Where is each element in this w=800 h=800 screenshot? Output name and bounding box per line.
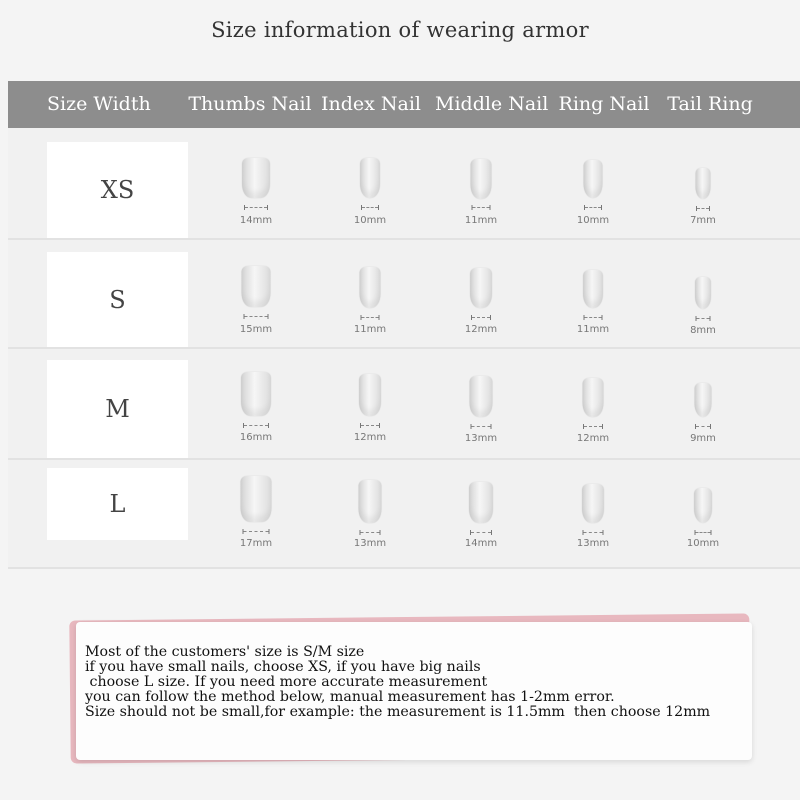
nail-measurement: 12mm bbox=[464, 324, 498, 335]
note-line: you can follow the method below, manual measurement has 1-2mm error. bbox=[85, 689, 615, 705]
nail-icon bbox=[694, 488, 712, 523]
nail-image-l-thumb bbox=[226, 476, 286, 556]
ruler-icon bbox=[360, 530, 381, 535]
nail-icon bbox=[360, 267, 381, 308]
nail-icon bbox=[695, 277, 711, 309]
nail-icon bbox=[470, 376, 493, 417]
nail-measurement: 12mm bbox=[353, 432, 387, 443]
nail-image-m-tail bbox=[673, 383, 733, 463]
ruler-icon bbox=[584, 315, 603, 320]
ruler-icon bbox=[695, 530, 712, 535]
size-label-m: M bbox=[47, 360, 188, 458]
nail-icon bbox=[583, 378, 604, 417]
nail-measurement: 14mm bbox=[239, 215, 273, 226]
nail-image-s-middle bbox=[451, 268, 511, 348]
nail-icon bbox=[359, 480, 382, 523]
ruler-icon bbox=[583, 530, 604, 535]
nail-measurement: 11mm bbox=[576, 324, 610, 335]
nail-image-xs-tail bbox=[673, 168, 733, 248]
ruler-icon bbox=[244, 314, 269, 319]
ruler-icon bbox=[244, 205, 268, 210]
ruler-icon bbox=[696, 316, 711, 321]
note-line: Size should not be small,for example: the measurement is 11.5mm then choose 12mm bbox=[85, 704, 711, 720]
ruler-icon bbox=[471, 315, 491, 320]
nail-measurement: 12mm bbox=[576, 433, 610, 444]
nail-image-m-index bbox=[340, 374, 400, 454]
nail-icon bbox=[469, 482, 493, 523]
nail-image-l-index bbox=[340, 480, 400, 560]
nail-measurement: 15mm bbox=[239, 324, 273, 335]
ruler-icon bbox=[470, 530, 492, 535]
nail-measurement: 10mm bbox=[686, 538, 720, 549]
nail-icon bbox=[583, 270, 603, 308]
ruler-icon bbox=[696, 206, 710, 211]
nail-measurement: 10mm bbox=[576, 215, 610, 226]
nail-image-l-middle bbox=[451, 482, 511, 562]
header-middle-nail: Middle Nail bbox=[435, 93, 549, 115]
page-title: Size information of wearing armor bbox=[211, 18, 589, 42]
nail-icon bbox=[242, 266, 271, 307]
nail-image-xs-ring bbox=[563, 160, 623, 240]
nail-measurement: 13mm bbox=[576, 538, 610, 549]
nail-image-s-thumb bbox=[226, 266, 286, 346]
note-line: if you have small nails, choose XS, if you have big nails bbox=[85, 659, 481, 675]
nail-icon bbox=[359, 374, 381, 416]
ruler-icon bbox=[695, 424, 711, 429]
ruler-icon bbox=[361, 315, 380, 320]
nail-image-l-tail bbox=[673, 488, 733, 568]
ruler-icon bbox=[243, 423, 269, 428]
nail-image-m-thumb bbox=[226, 372, 286, 452]
nail-image-m-ring bbox=[563, 378, 623, 458]
nail-icon bbox=[241, 372, 271, 416]
nail-image-xs-index bbox=[340, 158, 400, 238]
note-line: choose L size. If you need more accurate measurement bbox=[85, 674, 488, 690]
nail-image-s-tail bbox=[673, 277, 733, 357]
nail-icon bbox=[360, 158, 380, 198]
nail-measurement: 10mm bbox=[353, 215, 387, 226]
nail-measurement: 11mm bbox=[353, 324, 387, 335]
nail-image-l-ring bbox=[563, 484, 623, 564]
header-index-nail: Index Nail bbox=[320, 93, 421, 115]
ruler-icon bbox=[583, 424, 603, 429]
ruler-icon bbox=[361, 205, 379, 210]
nail-image-xs-thumb bbox=[226, 158, 286, 238]
ruler-icon bbox=[472, 205, 491, 210]
ruler-icon bbox=[584, 205, 602, 210]
nail-measurement: 13mm bbox=[464, 433, 498, 444]
ruler-icon bbox=[471, 424, 492, 429]
header-ring-nail: Ring Nail bbox=[558, 93, 650, 115]
nail-icon bbox=[470, 268, 492, 308]
ruler-icon bbox=[243, 529, 270, 534]
nail-measurement: 16mm bbox=[239, 432, 273, 443]
nail-icon bbox=[582, 484, 604, 523]
nail-measurement: 17mm bbox=[239, 538, 273, 549]
size-note bbox=[76, 622, 752, 760]
nail-measurement: 7mm bbox=[690, 215, 716, 226]
nail-measurement: 8mm bbox=[690, 325, 716, 336]
size-label-s: S bbox=[47, 252, 188, 348]
nail-measurement: 9mm bbox=[690, 433, 716, 444]
size-table-header bbox=[8, 81, 800, 128]
nail-measurement: 14mm bbox=[464, 538, 498, 549]
nail-image-m-middle bbox=[451, 376, 511, 456]
header-tail-ring: Tail Ring bbox=[667, 93, 753, 115]
nail-icon bbox=[695, 383, 712, 417]
nail-image-xs-middle bbox=[451, 159, 511, 239]
header-thumbs-nail: Thumbs Nail bbox=[188, 93, 312, 115]
nail-icon bbox=[242, 158, 270, 198]
nail-icon bbox=[471, 159, 492, 199]
size-label-l: L bbox=[47, 468, 188, 540]
note-line: Most of the customers' size is S/M size bbox=[85, 644, 365, 660]
size-label-xs: XS bbox=[47, 142, 188, 238]
nail-measurement: 13mm bbox=[353, 538, 387, 549]
ruler-icon bbox=[360, 423, 380, 428]
nail-icon bbox=[241, 476, 272, 522]
nail-image-s-index bbox=[340, 267, 400, 347]
nail-icon bbox=[696, 168, 711, 199]
nail-image-s-ring bbox=[563, 270, 623, 350]
header-size-width: Size Width bbox=[47, 93, 151, 115]
nail-measurement: 11mm bbox=[464, 215, 498, 226]
nail-icon bbox=[584, 160, 603, 198]
